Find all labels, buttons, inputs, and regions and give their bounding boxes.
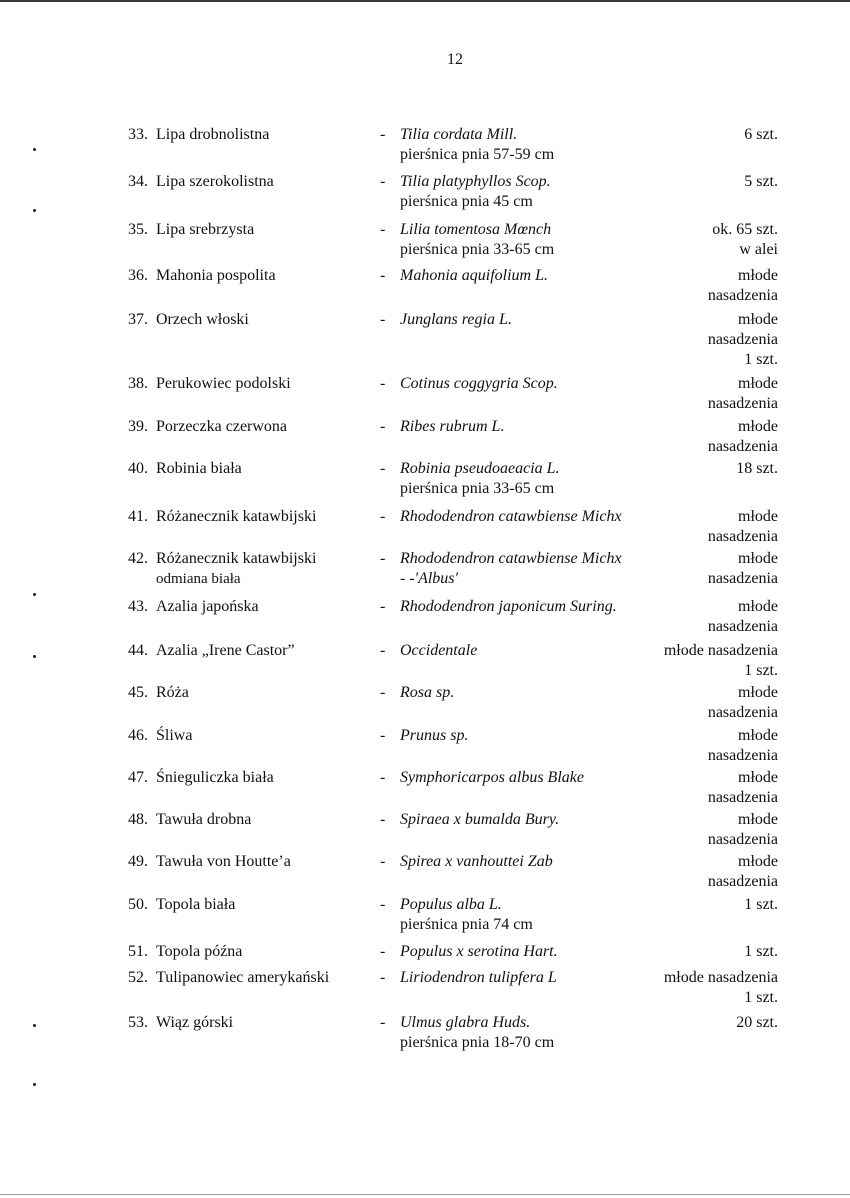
quantity-line: nasadzenia bbox=[707, 873, 778, 890]
separator-dash: - bbox=[380, 811, 386, 828]
quantity-line: nasadzenia bbox=[707, 287, 778, 304]
quantity-line: młode bbox=[738, 418, 778, 435]
quantity-line: nasadzenia bbox=[707, 747, 778, 764]
trunk-circumference-note: pierśnica pnia 18-70 cm bbox=[400, 1034, 555, 1051]
latin-name: Liriodendron tulipfera L bbox=[400, 969, 557, 986]
entry-number: 36. bbox=[128, 267, 148, 284]
separator-dash: - bbox=[380, 375, 386, 392]
entry-number: 37. bbox=[128, 311, 148, 328]
latin-name: Occidentale bbox=[400, 642, 478, 659]
quantity-line: młode nasadzenia bbox=[663, 969, 778, 986]
scan-artifact bbox=[33, 593, 36, 596]
latin-name: Rhododendron japonicum Suring. bbox=[400, 598, 617, 615]
separator-dash: - bbox=[380, 727, 386, 744]
entry-number: 46. bbox=[128, 727, 148, 744]
quantity-line: 1 szt. bbox=[744, 989, 778, 1006]
latin-name: Rosa sp. bbox=[400, 684, 455, 701]
entry-number: 50. bbox=[128, 896, 148, 913]
quantity bbox=[560, 310, 778, 370]
quantity bbox=[560, 125, 778, 145]
common-name: Robinia biała bbox=[156, 460, 242, 477]
separator-dash: - bbox=[380, 173, 386, 190]
common-name: Azalia japońska bbox=[156, 598, 259, 615]
quantity-line: nasadzenia bbox=[707, 789, 778, 806]
common-name: Perukowiec podolski bbox=[156, 375, 291, 392]
quantity bbox=[560, 549, 778, 589]
entry-number: 45. bbox=[128, 684, 148, 701]
scan-artifact bbox=[33, 655, 36, 658]
quantity bbox=[560, 172, 778, 192]
separator-dash: - bbox=[380, 550, 386, 567]
quantity-line: młode bbox=[738, 769, 778, 786]
entry-number: 38. bbox=[128, 375, 148, 392]
quantity-line: młode bbox=[738, 684, 778, 701]
entry-number: 39. bbox=[128, 418, 148, 435]
latin-name: Cotinus coggygria Scop. bbox=[400, 375, 558, 392]
quantity-line: młode bbox=[738, 375, 778, 392]
trunk-circumference-note: pierśnica pnia 57-59 cm bbox=[400, 146, 555, 163]
separator-dash: - bbox=[380, 221, 386, 238]
quantity-line: młode nasadzenia bbox=[663, 642, 778, 659]
entry-number: 51. bbox=[128, 943, 148, 960]
quantity-line: 20 szt. bbox=[736, 1014, 778, 1031]
entry-number: 34. bbox=[128, 173, 148, 190]
latin-name: Ribes rubrum L. bbox=[400, 418, 505, 435]
entry-number: 43. bbox=[128, 598, 148, 615]
quantity-line: młode bbox=[738, 311, 778, 328]
latin-name: Tilia cordata Mill. bbox=[400, 126, 518, 143]
separator-dash: - bbox=[380, 267, 386, 284]
common-name: Lipa srebrzysta bbox=[156, 221, 255, 238]
separator-dash: - bbox=[380, 769, 386, 786]
quantity-line: 1 szt. bbox=[744, 896, 778, 913]
quantity-line: 5 szt. bbox=[744, 173, 778, 190]
common-name: Tawuła drobna bbox=[156, 811, 252, 828]
quantity-line: nasadzenia bbox=[707, 570, 778, 587]
separator-dash: - bbox=[380, 418, 386, 435]
latin-name: Symphoricarpos albus Blake bbox=[400, 769, 584, 786]
quantity-line: 1 szt. bbox=[744, 662, 778, 679]
common-name: Topola późna bbox=[156, 943, 243, 960]
separator-dash: - bbox=[380, 969, 386, 986]
top-border bbox=[0, 0, 850, 2]
separator-dash: - bbox=[380, 508, 386, 525]
quantity bbox=[560, 942, 778, 962]
scan-artifact bbox=[33, 1083, 36, 1086]
common-name: Lipa szerokolistna bbox=[156, 173, 274, 190]
latin-name: Ulmus glabra Huds. bbox=[400, 1014, 531, 1031]
common-name: Mahonia pospolita bbox=[156, 267, 276, 284]
quantity bbox=[560, 726, 778, 766]
quantity bbox=[560, 968, 778, 1008]
latin-name: Prunus sp. bbox=[400, 727, 469, 744]
bottom-border bbox=[0, 1194, 850, 1195]
latin-name: Spiraea x bumalda Bury. bbox=[400, 811, 560, 828]
latin-name: Junglans regia L. bbox=[400, 311, 512, 328]
page-number: 12 bbox=[447, 51, 463, 68]
common-name: Lipa drobnolistna bbox=[156, 126, 270, 143]
quantity bbox=[560, 417, 778, 457]
common-name-variant: odmiana biała bbox=[156, 571, 241, 587]
latin-name: Spirea x vanhouttei Zab bbox=[400, 853, 553, 870]
entry-number: 35. bbox=[128, 221, 148, 238]
quantity bbox=[560, 895, 778, 915]
quantity bbox=[560, 507, 778, 547]
quantity bbox=[560, 768, 778, 808]
separator-dash: - bbox=[380, 943, 386, 960]
common-name: Różanecznik katawbijski bbox=[156, 508, 317, 525]
quantity-line: młode bbox=[738, 598, 778, 615]
quantity-line: nasadzenia bbox=[707, 438, 778, 455]
quantity bbox=[560, 266, 778, 306]
quantity-line: nasadzenia bbox=[707, 528, 778, 545]
separator-dash: - bbox=[380, 684, 386, 701]
quantity bbox=[560, 374, 778, 414]
latin-name: Robinia pseudoaeacia L. bbox=[400, 460, 560, 477]
quantity-line: młode bbox=[738, 727, 778, 744]
trunk-circumference-note: pierśnica pnia 33-65 cm bbox=[400, 241, 555, 258]
quantity-line: młode bbox=[738, 267, 778, 284]
entry-number: 47. bbox=[128, 769, 148, 786]
common-name: Wiąz górski bbox=[156, 1014, 234, 1031]
quantity-line: nasadzenia bbox=[707, 395, 778, 412]
common-name: Tawuła von Houtte’a bbox=[156, 853, 291, 870]
entry-number: 52. bbox=[128, 969, 148, 986]
common-name: Azalia „Irene Castor” bbox=[156, 642, 295, 659]
latin-name: Populus alba L. bbox=[400, 896, 502, 913]
quantity-line: 1 szt. bbox=[744, 351, 778, 368]
entry-number: 44. bbox=[128, 642, 148, 659]
latin-name: Mahonia aquifolium L. bbox=[400, 267, 549, 284]
common-name: Tulipanowiec amerykański bbox=[156, 969, 330, 986]
quantity-line: nasadzenia bbox=[707, 704, 778, 721]
quantity bbox=[560, 641, 778, 681]
latin-name: Rhododendron catawbiense Michx bbox=[400, 508, 622, 525]
entry-number: 53. bbox=[128, 1014, 148, 1031]
trunk-circumference-note: pierśnica pnia 74 cm bbox=[400, 916, 533, 933]
latin-name: Tilia platyphyllos Scop. bbox=[400, 173, 551, 190]
quantity bbox=[560, 220, 778, 260]
separator-dash: - bbox=[380, 853, 386, 870]
separator-dash: - bbox=[380, 311, 386, 328]
common-name: Śliwa bbox=[156, 727, 193, 744]
quantity bbox=[560, 597, 778, 637]
common-name: Śnieguliczka biała bbox=[156, 769, 274, 786]
quantity bbox=[560, 810, 778, 850]
quantity-line: nasadzenia bbox=[707, 331, 778, 348]
quantity-line: młode bbox=[738, 550, 778, 567]
scan-artifact bbox=[33, 209, 36, 212]
quantity bbox=[560, 683, 778, 723]
separator-dash: - bbox=[380, 126, 386, 143]
separator-dash: - bbox=[380, 598, 386, 615]
common-name: Różanecznik katawbijski odmiana biała bbox=[156, 549, 376, 589]
separator-dash: - bbox=[380, 1014, 386, 1031]
scan-artifact bbox=[33, 148, 36, 151]
common-name: Porzeczka czerwona bbox=[156, 418, 288, 435]
quantity-line: młode bbox=[738, 811, 778, 828]
latin-name: Populus x serotina Hart. bbox=[400, 943, 558, 960]
entry-number: 48. bbox=[128, 811, 148, 828]
latin-name: Lilia tomentosa Mœnch bbox=[400, 221, 552, 238]
separator-dash: - bbox=[380, 460, 386, 477]
quantity-line: nasadzenia bbox=[707, 831, 778, 848]
quantity-line: 18 szt. bbox=[736, 460, 778, 477]
quantity-line: 1 szt. bbox=[744, 943, 778, 960]
quantity-line: ok. 65 szt. bbox=[712, 221, 778, 238]
separator-dash: - bbox=[380, 642, 386, 659]
quantity-line: nasadzenia bbox=[707, 618, 778, 635]
entry-number: 33. bbox=[128, 126, 148, 143]
separator-dash: - bbox=[380, 896, 386, 913]
cultivar-name: - -'Albus' bbox=[400, 570, 458, 587]
entry-number: 40. bbox=[128, 460, 148, 477]
entry-number: 41. bbox=[128, 508, 148, 525]
latin-name: Rhododendron catawbiense Michx bbox=[400, 550, 622, 567]
quantity bbox=[560, 852, 778, 892]
entry-number: 42. bbox=[128, 550, 148, 567]
trunk-circumference-note: pierśnica pnia 45 cm bbox=[400, 193, 533, 210]
quantity bbox=[560, 459, 778, 479]
common-name: Róża bbox=[156, 684, 189, 701]
trunk-circumference-note: pierśnica pnia 33-65 cm bbox=[400, 480, 555, 497]
quantity-line: młode bbox=[738, 853, 778, 870]
common-name: Orzech włoski bbox=[156, 311, 249, 328]
quantity-line: w alei bbox=[739, 241, 778, 258]
scan-artifact bbox=[33, 1024, 36, 1027]
quantity-line: 6 szt. bbox=[744, 126, 778, 143]
quantity bbox=[560, 1013, 778, 1033]
quantity-line: młode bbox=[738, 508, 778, 525]
entry-number: 49. bbox=[128, 853, 148, 870]
common-name: Topola biała bbox=[156, 896, 236, 913]
